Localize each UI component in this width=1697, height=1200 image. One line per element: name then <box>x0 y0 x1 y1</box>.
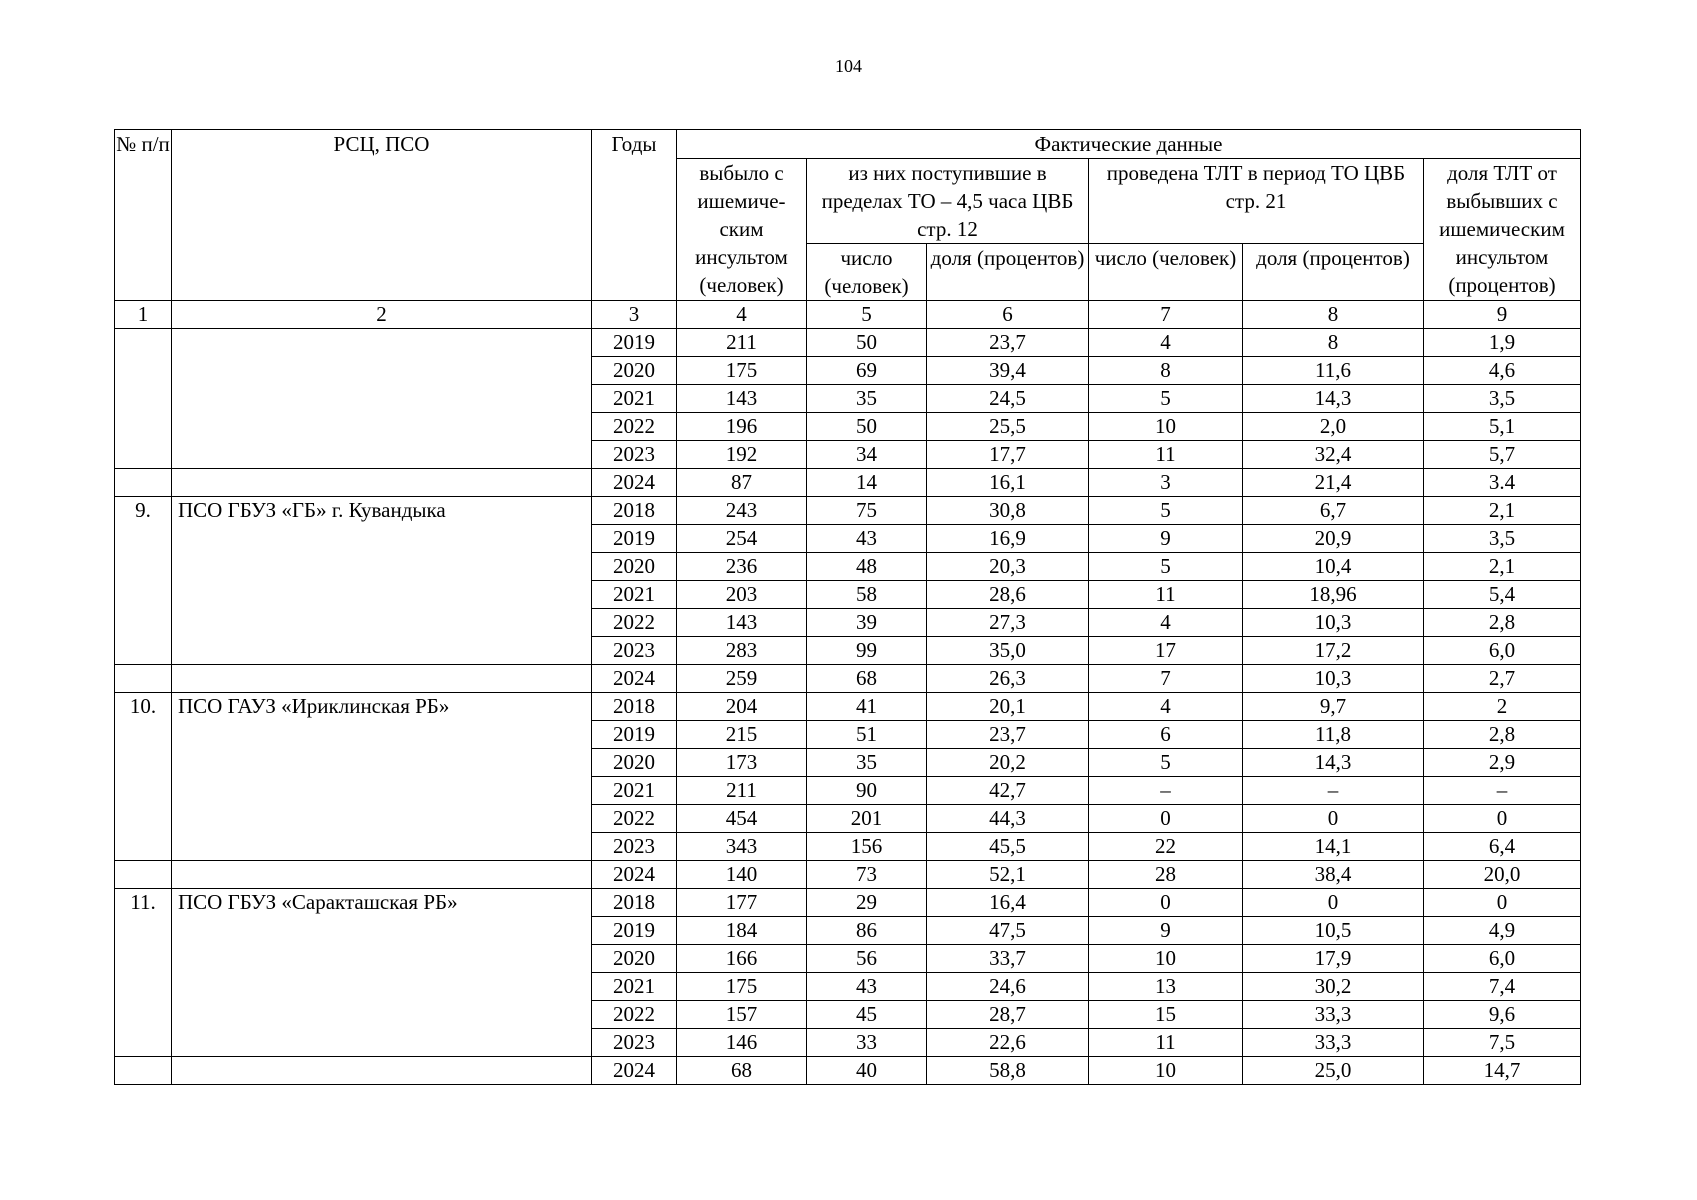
year-cell: 2024 <box>592 1057 677 1085</box>
discharged-cell: 196 <box>677 413 807 441</box>
table-row <box>115 693 1581 721</box>
header-row-number: № п/п <box>115 130 172 301</box>
tlt-share-of-discharged-cell: 1,9 <box>1424 329 1581 357</box>
year-cell: 2021 <box>592 973 677 1001</box>
facility-name-cell <box>172 861 592 889</box>
discharged-cell: 175 <box>677 973 807 1001</box>
discharged-cell: 283 <box>677 637 807 665</box>
window-share-cell: 20,2 <box>927 749 1089 777</box>
tlt-count-cell: 6 <box>1089 721 1243 749</box>
tlt-share-of-discharged-cell: 5,4 <box>1424 581 1581 609</box>
tlt-share-of-discharged-cell: 0 <box>1424 889 1581 917</box>
header-tlt-performed: проведена ТЛТ в период ТО ЦВБ стр. 21 <box>1089 159 1424 244</box>
tlt-share-of-discharged-cell: 6,0 <box>1424 637 1581 665</box>
row-number-cell <box>115 665 172 693</box>
discharged-cell: 68 <box>677 1057 807 1085</box>
tlt-share-of-discharged-cell: 2,9 <box>1424 749 1581 777</box>
year-cell: 2018 <box>592 497 677 525</box>
column-number: 9 <box>1424 301 1581 329</box>
header-discharged-ischemic-stroke: выбыло с ишемиче-ским инсультом (человек) <box>677 159 807 301</box>
row-number-cell <box>115 861 172 889</box>
tlt-share-percent-cell: 11,8 <box>1243 721 1424 749</box>
column-number: 7 <box>1089 301 1243 329</box>
header-tlt-share-percent: доля (процентов) <box>1243 244 1424 301</box>
tlt-share-percent-cell: 30,2 <box>1243 973 1424 1001</box>
tlt-share-percent-cell: 32,4 <box>1243 441 1424 469</box>
discharged-cell: 184 <box>677 917 807 945</box>
year-cell: 2021 <box>592 581 677 609</box>
window-share-cell: 28,7 <box>927 1001 1089 1029</box>
tlt-count-cell: 10 <box>1089 413 1243 441</box>
tlt-share-of-discharged-cell: 4,6 <box>1424 357 1581 385</box>
window-count-cell: 48 <box>807 553 927 581</box>
tlt-count-cell: 9 <box>1089 525 1243 553</box>
discharged-cell: 87 <box>677 469 807 497</box>
tlt-share-of-discharged-cell: 7,5 <box>1424 1029 1581 1057</box>
row-number-cell: 9. <box>115 497 172 665</box>
discharged-cell: 192 <box>677 441 807 469</box>
year-cell: 2021 <box>592 777 677 805</box>
tlt-share-percent-cell: 10,3 <box>1243 609 1424 637</box>
column-numbers-row <box>115 301 1581 329</box>
tlt-share-of-discharged-cell: 20,0 <box>1424 861 1581 889</box>
window-count-cell: 56 <box>807 945 927 973</box>
year-cell: 2019 <box>592 329 677 357</box>
tlt-share-of-discharged-cell: 3.4 <box>1424 469 1581 497</box>
tlt-count-cell: 5 <box>1089 553 1243 581</box>
tlt-share-of-discharged-cell: 2,1 <box>1424 553 1581 581</box>
discharged-cell: 211 <box>677 777 807 805</box>
tlt-count-cell: 5 <box>1089 749 1243 777</box>
table-row <box>115 329 1581 357</box>
tlt-share-percent-cell: – <box>1243 777 1424 805</box>
tlt-count-cell: 11 <box>1089 441 1243 469</box>
tlt-count-cell: 9 <box>1089 917 1243 945</box>
year-cell: 2018 <box>592 889 677 917</box>
tlt-share-of-discharged-cell: 7,4 <box>1424 973 1581 1001</box>
window-share-cell: 25,5 <box>927 413 1089 441</box>
tlt-count-cell: 13 <box>1089 973 1243 1001</box>
window-count-cell: 34 <box>807 441 927 469</box>
tlt-share-percent-cell: 33,3 <box>1243 1029 1424 1057</box>
discharged-cell: 166 <box>677 945 807 973</box>
header-years: Годы <box>592 130 677 301</box>
tlt-count-cell: 4 <box>1089 609 1243 637</box>
facility-name-cell: ПСО ГБУЗ «Саракташская РБ» <box>172 889 592 1057</box>
row-number-cell: 10. <box>115 693 172 861</box>
window-share-cell: 52,1 <box>927 861 1089 889</box>
tlt-count-cell: 0 <box>1089 805 1243 833</box>
tlt-share-of-discharged-cell: 2 <box>1424 693 1581 721</box>
header-tlt-share: доля ТЛТ от выбывших с ишемическим инсультом (процентов) <box>1424 159 1581 301</box>
table-row <box>115 861 1581 889</box>
tlt-share-percent-cell: 6,7 <box>1243 497 1424 525</box>
header-facility: РСЦ, ПСО <box>172 130 592 301</box>
window-share-cell: 23,7 <box>927 329 1089 357</box>
window-count-cell: 39 <box>807 609 927 637</box>
tlt-count-cell: 22 <box>1089 833 1243 861</box>
tlt-count-cell: 10 <box>1089 945 1243 973</box>
tlt-share-of-discharged-cell: 3,5 <box>1424 525 1581 553</box>
window-share-cell: 44,3 <box>927 805 1089 833</box>
window-count-cell: 45 <box>807 1001 927 1029</box>
discharged-cell: 157 <box>677 1001 807 1029</box>
window-count-cell: 201 <box>807 805 927 833</box>
tlt-count-cell: 28 <box>1089 861 1243 889</box>
year-cell: 2020 <box>592 749 677 777</box>
window-count-cell: 69 <box>807 357 927 385</box>
discharged-cell: 203 <box>677 581 807 609</box>
window-count-cell: 68 <box>807 665 927 693</box>
discharged-cell: 177 <box>677 889 807 917</box>
row-number-cell <box>115 1057 172 1085</box>
window-share-cell: 27,3 <box>927 609 1089 637</box>
window-share-cell: 16,1 <box>927 469 1089 497</box>
header-window-count: число (человек) <box>807 244 927 301</box>
table-row <box>115 497 1581 525</box>
tlt-share-of-discharged-cell: 5,1 <box>1424 413 1581 441</box>
tlt-share-percent-cell: 11,6 <box>1243 357 1424 385</box>
year-cell: 2021 <box>592 385 677 413</box>
tlt-share-percent-cell: 10,3 <box>1243 665 1424 693</box>
window-share-cell: 24,6 <box>927 973 1089 1001</box>
window-count-cell: 73 <box>807 861 927 889</box>
tlt-share-of-discharged-cell: 14,7 <box>1424 1057 1581 1085</box>
tlt-share-of-discharged-cell: 2,1 <box>1424 497 1581 525</box>
tlt-share-of-discharged-cell: 6,4 <box>1424 833 1581 861</box>
window-share-cell: 16,4 <box>927 889 1089 917</box>
window-count-cell: 35 <box>807 385 927 413</box>
discharged-cell: 211 <box>677 329 807 357</box>
window-count-cell: 43 <box>807 973 927 1001</box>
facility-name-cell: ПСО ГАУЗ «Ириклинская РБ» <box>172 693 592 861</box>
facility-name-cell <box>172 665 592 693</box>
tlt-share-percent-cell: 9,7 <box>1243 693 1424 721</box>
tlt-share-percent-cell: 25,0 <box>1243 1057 1424 1085</box>
year-cell: 2020 <box>592 945 677 973</box>
tlt-count-cell: 0 <box>1089 889 1243 917</box>
window-count-cell: 43 <box>807 525 927 553</box>
window-count-cell: 41 <box>807 693 927 721</box>
tlt-count-cell: 4 <box>1089 329 1243 357</box>
tlt-share-of-discharged-cell: – <box>1424 777 1581 805</box>
tlt-count-cell: 3 <box>1089 469 1243 497</box>
year-cell: 2020 <box>592 357 677 385</box>
year-cell: 2024 <box>592 665 677 693</box>
window-count-cell: 156 <box>807 833 927 861</box>
row-number-cell <box>115 329 172 469</box>
tlt-count-cell: 7 <box>1089 665 1243 693</box>
window-count-cell: 50 <box>807 329 927 357</box>
tlt-share-of-discharged-cell: 2,8 <box>1424 721 1581 749</box>
year-cell: 2022 <box>592 805 677 833</box>
discharged-cell: 343 <box>677 833 807 861</box>
tlt-share-percent-cell: 14,3 <box>1243 385 1424 413</box>
column-number: 3 <box>592 301 677 329</box>
discharged-cell: 140 <box>677 861 807 889</box>
tlt-share-of-discharged-cell: 2,8 <box>1424 609 1581 637</box>
tlt-share-percent-cell: 17,2 <box>1243 637 1424 665</box>
tlt-count-cell: 4 <box>1089 693 1243 721</box>
tlt-count-cell: 15 <box>1089 1001 1243 1029</box>
column-number: 4 <box>677 301 807 329</box>
year-cell: 2019 <box>592 721 677 749</box>
discharged-cell: 204 <box>677 693 807 721</box>
tlt-count-cell: – <box>1089 777 1243 805</box>
column-number: 6 <box>927 301 1089 329</box>
tlt-share-percent-cell: 33,3 <box>1243 1001 1424 1029</box>
tlt-share-percent-cell: 2,0 <box>1243 413 1424 441</box>
tlt-share-percent-cell: 10,5 <box>1243 917 1424 945</box>
discharged-cell: 143 <box>677 385 807 413</box>
discharged-cell: 173 <box>677 749 807 777</box>
tlt-share-percent-cell: 18,96 <box>1243 581 1424 609</box>
tlt-count-cell: 11 <box>1089 581 1243 609</box>
tlt-share-percent-cell: 38,4 <box>1243 861 1424 889</box>
table-row <box>115 665 1581 693</box>
window-share-cell: 24,5 <box>927 385 1089 413</box>
tlt-share-percent-cell: 14,1 <box>1243 833 1424 861</box>
year-cell: 2024 <box>592 861 677 889</box>
window-count-cell: 75 <box>807 497 927 525</box>
window-count-cell: 50 <box>807 413 927 441</box>
window-count-cell: 86 <box>807 917 927 945</box>
tlt-share-of-discharged-cell: 4,9 <box>1424 917 1581 945</box>
table-body <box>115 301 1581 1085</box>
tlt-share-percent-cell: 0 <box>1243 805 1424 833</box>
window-share-cell: 28,6 <box>927 581 1089 609</box>
tlt-count-cell: 5 <box>1089 385 1243 413</box>
column-number: 1 <box>115 301 172 329</box>
window-share-cell: 58,8 <box>927 1057 1089 1085</box>
column-number: 5 <box>807 301 927 329</box>
tlt-share-percent-cell: 8 <box>1243 329 1424 357</box>
year-cell: 2019 <box>592 917 677 945</box>
year-cell: 2023 <box>592 833 677 861</box>
facility-name-cell <box>172 1057 592 1085</box>
tlt-share-of-discharged-cell: 2,7 <box>1424 665 1581 693</box>
window-share-cell: 35,0 <box>927 637 1089 665</box>
window-count-cell: 90 <box>807 777 927 805</box>
year-cell: 2022 <box>592 609 677 637</box>
window-share-cell: 17,7 <box>927 441 1089 469</box>
window-share-cell: 45,5 <box>927 833 1089 861</box>
tlt-share-percent-cell: 10,4 <box>1243 553 1424 581</box>
tlt-share-of-discharged-cell: 3,5 <box>1424 385 1581 413</box>
window-count-cell: 58 <box>807 581 927 609</box>
window-share-cell: 42,7 <box>927 777 1089 805</box>
year-cell: 2019 <box>592 525 677 553</box>
tlt-share-of-discharged-cell: 0 <box>1424 805 1581 833</box>
discharged-cell: 143 <box>677 609 807 637</box>
page-number: 104 <box>835 56 862 76</box>
header-tlt-count: число (человек) <box>1089 244 1243 301</box>
column-number: 2 <box>172 301 592 329</box>
discharged-cell: 454 <box>677 805 807 833</box>
discharged-cell: 146 <box>677 1029 807 1057</box>
window-count-cell: 35 <box>807 749 927 777</box>
facility-name-cell: ПСО ГБУЗ «ГБ» г. Кувандыка <box>172 497 592 665</box>
window-share-cell: 23,7 <box>927 721 1089 749</box>
header-admitted-within-window: из них поступившие в пределах ТО – 4,5 часа ЦВБ стр. 12 <box>807 159 1089 244</box>
stroke-statistics-table <box>114 129 1581 1085</box>
year-cell: 2023 <box>592 637 677 665</box>
window-count-cell: 33 <box>807 1029 927 1057</box>
window-count-cell: 51 <box>807 721 927 749</box>
year-cell: 2022 <box>592 1001 677 1029</box>
window-count-cell: 99 <box>807 637 927 665</box>
window-count-cell: 14 <box>807 469 927 497</box>
tlt-share-percent-cell: 14,3 <box>1243 749 1424 777</box>
year-cell: 2018 <box>592 693 677 721</box>
tlt-share-percent-cell: 21,4 <box>1243 469 1424 497</box>
discharged-cell: 215 <box>677 721 807 749</box>
discharged-cell: 243 <box>677 497 807 525</box>
header-actual-data: Фактические данные <box>677 130 1581 159</box>
tlt-count-cell: 8 <box>1089 357 1243 385</box>
window-share-cell: 33,7 <box>927 945 1089 973</box>
tlt-share-of-discharged-cell: 9,6 <box>1424 1001 1581 1029</box>
table-row <box>115 889 1581 917</box>
window-share-cell: 26,3 <box>927 665 1089 693</box>
year-cell: 2023 <box>592 1029 677 1057</box>
window-share-cell: 20,1 <box>927 693 1089 721</box>
year-cell: 2024 <box>592 469 677 497</box>
window-count-cell: 40 <box>807 1057 927 1085</box>
tlt-count-cell: 11 <box>1089 1029 1243 1057</box>
year-cell: 2022 <box>592 413 677 441</box>
discharged-cell: 236 <box>677 553 807 581</box>
tlt-share-percent-cell: 20,9 <box>1243 525 1424 553</box>
window-share-cell: 20,3 <box>927 553 1089 581</box>
year-cell: 2023 <box>592 441 677 469</box>
window-count-cell: 29 <box>807 889 927 917</box>
tlt-count-cell: 10 <box>1089 1057 1243 1085</box>
tlt-share-percent-cell: 0 <box>1243 889 1424 917</box>
row-number-cell: 11. <box>115 889 172 1057</box>
tlt-share-percent-cell: 17,9 <box>1243 945 1424 973</box>
discharged-cell: 259 <box>677 665 807 693</box>
tlt-share-of-discharged-cell: 6,0 <box>1424 945 1581 973</box>
column-number: 8 <box>1243 301 1424 329</box>
window-share-cell: 47,5 <box>927 917 1089 945</box>
year-cell: 2020 <box>592 553 677 581</box>
header-window-share: доля (процентов) <box>927 244 1089 301</box>
table-row <box>115 469 1581 497</box>
window-share-cell: 30,8 <box>927 497 1089 525</box>
tlt-count-cell: 5 <box>1089 497 1243 525</box>
window-share-cell: 22,6 <box>927 1029 1089 1057</box>
row-number-cell <box>115 469 172 497</box>
discharged-cell: 175 <box>677 357 807 385</box>
facility-name-cell <box>172 329 592 469</box>
facility-name-cell <box>172 469 592 497</box>
window-share-cell: 16,9 <box>927 525 1089 553</box>
table-row <box>115 1057 1581 1085</box>
discharged-cell: 254 <box>677 525 807 553</box>
tlt-share-of-discharged-cell: 5,7 <box>1424 441 1581 469</box>
window-share-cell: 39,4 <box>927 357 1089 385</box>
tlt-count-cell: 17 <box>1089 637 1243 665</box>
